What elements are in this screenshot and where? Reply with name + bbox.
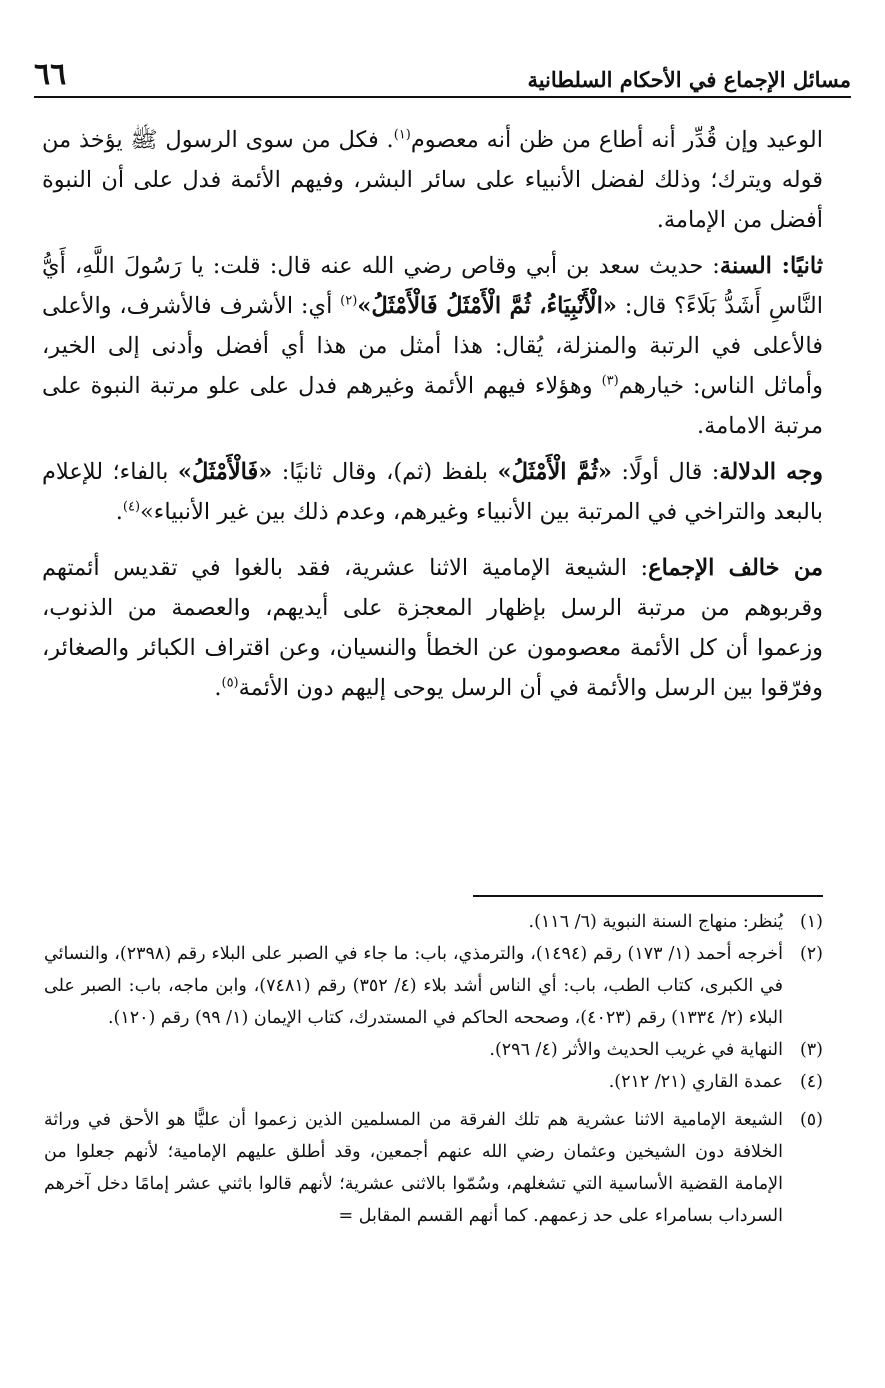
footnote-text: الشيعة الإمامية الاثنا عشرية هم تلك الفرقة من المسلمين الذين زعموا أن عليًّا هو الأحق في وراثة الخلافة دون الشيخين وعثمان رضي الله عنهم أجمعين، وقد أطلق عليهم الإمامية؛ لأنهم جعلوا من الإمامة القضية الأساسية التي تشغلهم، وسُمّوا بالاثنى عشرية؛ لأنهم قالوا باثني عشر إمامًا دخل آخرهم السرداب بسامراء على حد زعمهم. كما أنهم القسم المقابل = <box>44 1110 783 1226</box>
running-title: مسائل الإجماع في الأحكام السلطانية <box>527 67 851 92</box>
footnote-divider <box>473 895 823 897</box>
text-run: : قال أولًا: <box>611 459 720 485</box>
main-text <box>42 120 823 708</box>
paragraph-2 <box>42 246 823 446</box>
footnote-text: يُنظر: منهاج السنة النبوية (٦/ ١١٦). <box>528 912 783 932</box>
footnote-marker-3: (٣) <box>601 373 619 389</box>
paragraph-1 <box>42 120 823 240</box>
footnote-text: عمدة القاري (٢١/ ٢١٢). <box>608 1072 783 1092</box>
text-run: بالفاء؛ للإعلام بالبعد والتراخي في المرتبة بين الأنبياء وغيرهم، وعدم ذلك بين غير الأنبياء» <box>42 459 823 525</box>
footnote-text: أخرجه أحمد (١/ ١٧٣) رقم (١٤٩٤)، والترمذي، باب: ما جاء في الصبر على البلاء رقم (٢٣٩٨)، والنسائي في الكبرى، كتاب الطب، باب: أي الناس أشد بلاء (٤/ ٣٥٢) رقم (٧٤٨١)، وابن ماجه، باب: الصبر على البلاء (٢/ ١٣٣٤) رقم (٤٠٢٣)، وصححه الحاكم في المستدرك، كتاب الإيمان (١/ ٩٩) رقم (١٢٠). <box>44 944 784 1028</box>
footnote-marker-2: (٢) <box>340 293 358 309</box>
footnote-item <box>44 938 823 1034</box>
footnotes <box>44 906 823 1232</box>
text-run: بلفظ (ثم)، وقال ثانيًا: <box>272 459 498 485</box>
footnote-marker-5: (٥) <box>221 675 239 691</box>
text-run: الوعيد وإن قُدِّر أنه أطاع من ظن أنه معصوم <box>410 127 824 153</box>
section-heading-sunnah: ثانيًا: السنة <box>719 253 823 279</box>
paragraph-3 <box>42 452 823 532</box>
hadith-quote: «ثُمَّ الْأَمْثَلُ» <box>497 459 612 485</box>
footnote-number: (١) <box>799 912 823 932</box>
footnote-number: (٢) <box>799 944 823 964</box>
footnote-number: (٥) <box>799 1110 823 1130</box>
footnote-item <box>44 906 823 938</box>
text-run: أي: الأشرف فالأشرف، والأعلى فالأعلى في الرتبة والمنزلة، يُقال: هذا أمثل من هذا أي أفضل وأدنى إلى الخير، وأماثل الناس: خيارهم <box>42 293 823 399</box>
hadith-quote: «فَالْأَمْثَلُ» <box>177 459 273 485</box>
text-run: . فكل من سوى الرسول ﷺ يؤخذ من قوله ويترك؛ وذلك لفضل الأنبياء على سائر البشر، وفيهم الأئمة فدل على أن النبوة أفضل من الإمامة. <box>42 127 823 233</box>
text-run: . <box>214 675 222 701</box>
text-run: وهؤلاء فيهم الأئمة وغيرهم فدل على علو مرتبة النبوة على مرتبة الامامة. <box>42 373 823 439</box>
paragraph-4 <box>42 548 823 708</box>
hadith-quote: «الْأَنْبِيَاءُ، ثُمَّ الْأَمْثَلُ فَالْأَمْثَلُ» <box>357 293 617 319</box>
footnote-number: (٤) <box>799 1072 823 1092</box>
footnote-marker-1: (١) <box>393 127 411 143</box>
text-run: : الشيعة الإمامية الاثنا عشرية، فقد بالغوا في تقديس أئمتهم وقربوهم من مرتبة الرسل بإظهار المعجزة على أيديهم، والعصمة من الذنوب، وزعموا أن كل الأئمة معصومون عن الخطأ والنسيان، وعن اقتراف الكبائر والصغائر، وفرّقوا بين الرسل والأئمة في أن الرسل يوحى إليهم دون الأئمة <box>42 555 823 701</box>
section-heading-evidence: وجه الدلالة <box>719 459 823 485</box>
page-number: ٦٦ <box>34 57 67 92</box>
footnote-item <box>44 1066 823 1098</box>
footnote-marker-4: (٤) <box>122 499 141 515</box>
footnote-item <box>44 1104 823 1232</box>
footnote-text: النهاية في غريب الحديث والأثر (٤/ ٢٩٦). <box>489 1040 783 1060</box>
footnote-number: (٣) <box>799 1040 823 1060</box>
footnote-item <box>44 1034 823 1066</box>
text-run: : حديث سعد بن أبي وقاص رضي الله عنه قال: قلت: يا رَسُولَ اللَّهِ، أَيُّ النَّاسِ أَشَدُّ بَلَاءً؟ قال: <box>42 253 823 319</box>
page-header <box>34 50 851 98</box>
section-heading-dissent: من خالف الإجماع <box>648 555 823 581</box>
text-run: . <box>115 499 123 525</box>
